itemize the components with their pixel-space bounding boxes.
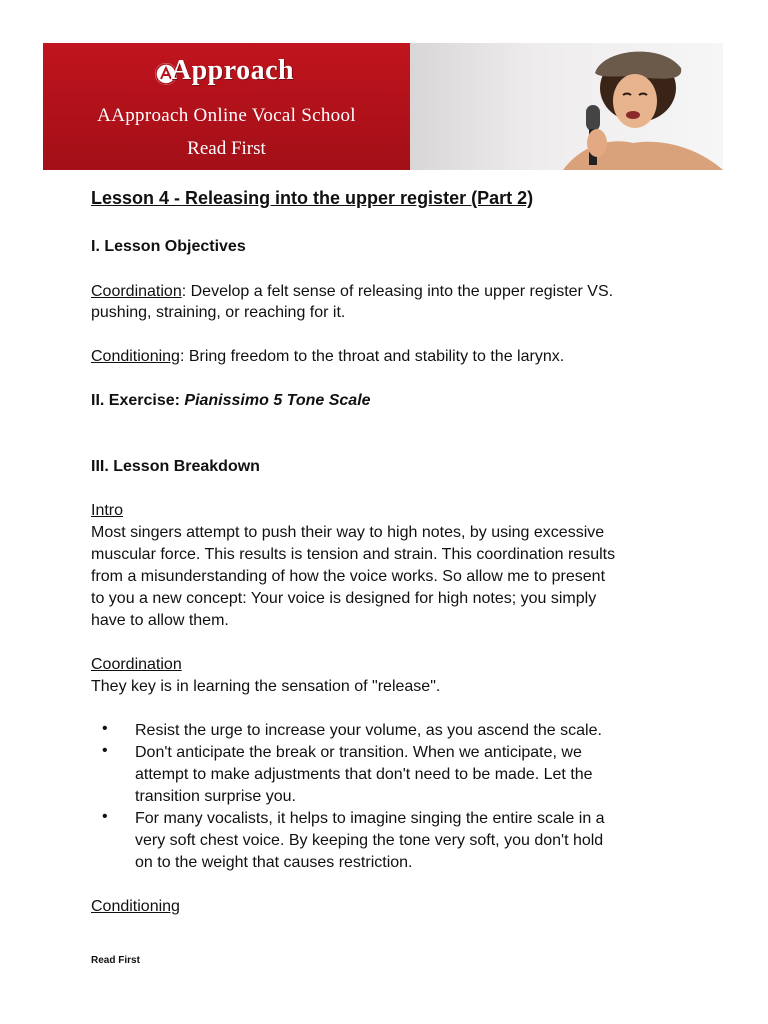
coordination-subheading: Coordination bbox=[91, 656, 182, 673]
header-banner bbox=[43, 43, 723, 170]
intro-line: Most singers attempt to push their way to high notes, by using excessive bbox=[91, 524, 605, 541]
coordination-intro-text: They key is in learning the sensation of "release". bbox=[91, 678, 441, 695]
page-footer: Read First bbox=[91, 955, 140, 966]
coordination-label: Coordination bbox=[91, 283, 182, 300]
logo bbox=[43, 55, 410, 87]
exercise-label: II. Exercise: bbox=[91, 392, 185, 409]
banner-title: AApproach Online Vocal School bbox=[97, 105, 356, 126]
bullet-line: very soft chest voice. By keeping the tone very soft, you don't hold bbox=[135, 832, 604, 849]
conditioning-subheading: Conditioning bbox=[91, 898, 180, 915]
bullet-line: Resist the urge to increase your volume, as you ascend the scale. bbox=[135, 722, 602, 739]
coordination-text: : Develop a felt sense of releasing into the upper register VS. bbox=[181, 283, 614, 300]
intro-line: have to allow them. bbox=[91, 612, 229, 629]
singer-photo bbox=[523, 43, 723, 170]
intro-label: Intro bbox=[91, 502, 124, 519]
breakdown-heading: III. Lesson Breakdown bbox=[91, 458, 260, 475]
intro-line: to you a new concept: Your voice is designed for high notes; you simply bbox=[91, 590, 597, 607]
coordination-paragraph bbox=[91, 281, 613, 303]
bullet-line: attempt to make adjustments that don't need to be made. Let the bbox=[135, 766, 593, 783]
banner-subtitle: Read First bbox=[187, 138, 266, 159]
bullet-marker: • bbox=[102, 720, 108, 737]
conditioning-paragraph bbox=[91, 346, 564, 368]
banner-photo-panel bbox=[410, 43, 723, 170]
coordination-text-continued: pushing, straining, or reaching for it. bbox=[91, 304, 346, 321]
exercise-heading bbox=[91, 390, 371, 412]
objectives-heading: I. Lesson Objectives bbox=[91, 238, 246, 255]
bullet-line: Don't anticipate the break or transition. When we anticipate, we bbox=[135, 744, 582, 761]
bullet-line: For many vocalists, it helps to imagine singing the entire scale in a bbox=[135, 810, 605, 827]
conditioning-label: Conditioning bbox=[91, 348, 180, 365]
exercise-name: Pianissimo 5 Tone Scale bbox=[184, 392, 371, 409]
bullet-marker: • bbox=[102, 742, 108, 759]
logo-wordmark: Approach bbox=[170, 55, 295, 86]
banner-brand-panel bbox=[43, 43, 410, 170]
lesson-title: Lesson 4 - Releasing into the upper register (Part 2) bbox=[91, 188, 534, 208]
conditioning-text: : Bring freedom to the throat and stability to the larynx. bbox=[179, 348, 565, 365]
bullet-line: on to the weight that causes restriction. bbox=[135, 854, 413, 871]
bullet-marker: • bbox=[102, 808, 108, 825]
bullet-line: transition surprise you. bbox=[135, 788, 296, 805]
intro-line: muscular force. This results is tension and strain. This coordination results bbox=[91, 546, 616, 563]
intro-line: from a misunderstanding of how the voice works. So allow me to present bbox=[91, 568, 606, 585]
